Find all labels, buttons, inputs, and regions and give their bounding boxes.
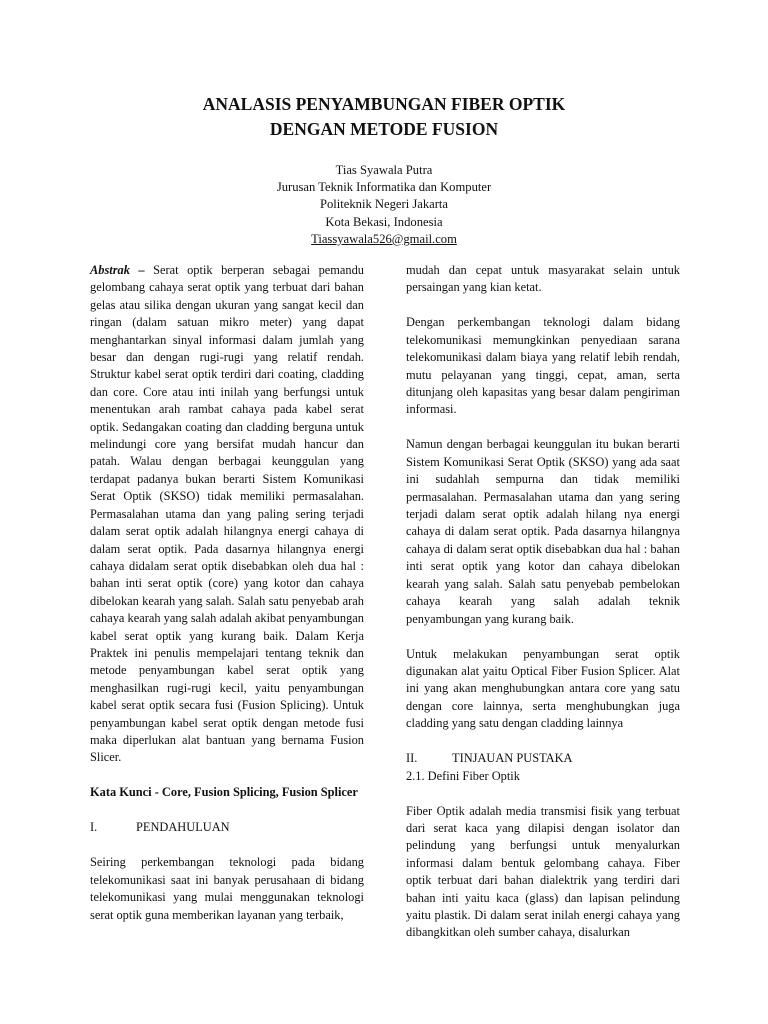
author-email-link[interactable]: Tiassyawala526@gmail.com	[311, 231, 457, 246]
left-column	[90, 262, 364, 924]
abstract-label: Abstrak –	[90, 263, 145, 277]
right-column	[406, 262, 680, 942]
keywords: Kata Kunci - Core, Fusion Splicing, Fusion Splicer	[90, 785, 358, 800]
intro-paragraph-3: Namun dengan berbagai keunggulan itu bukan berarti Sistem Komunikasi Serat Optik (SKSO) yang ada saat ini sudahlah sempurna dan tidak memiliki permasalahan. Permasalahan utama dan yang sering terjadi dalam serat optik adalah hilang nya energi cahaya di dalam serat optik. Pada dasarnya hilangnya cahaya di dalam serat optik disebabkan dua hal : bahan inti serat optik yang kotor dan cahaya dibelokan kearah yang salah. Salah satu penyebab pembelokan cahaya kearah yang salah adalah teknik penyambungan yang kurang baik.	[406, 437, 680, 626]
section-1-title: PENDAHULUAN	[136, 820, 230, 835]
section-1-number: I.	[90, 820, 98, 835]
section-2-number: II.	[406, 751, 418, 766]
section-1-heading	[90, 819, 364, 836]
intro-paragraph-1-part-2: mudah dan cepat untuk masyarakat selain untuk persaingan yang kian ketat.	[406, 263, 680, 295]
abstract-text: Serat optik berperan sebagai pemandu gelombang cahaya serat optik yang terbuat dari bahan gelas atau silika dengan ukuran yang sangat kecil dan ringan (dalam satuan mikro meter) yang dapat menghantarkan sinyal informasi dalam jumlah yang besar dan dengan rugi-rugi yang relatif rendah. Struktur kabel serat optik terdiri dari coating, cladding dan core. Core atau inti inilah yang berfungsi untuk menentukan arah rambat cahaya pada kabel serat optik. Sedangakan coating dan cladding berguna untuk melindungi core yang bersifat mudah hancur dan patah. Walau dengan berbagai keunggulan yang terdapat padanya bukan berarti Sistem Komunikasi Serat Optik (SKSO) tidak memiliki permasalahan. Permasalahan utama dan yang paling sering terjadi dalam serat optik adalah hilangnya energi cahaya di dalam serat optik. Pada dasarnya hilangnya energi cahaya didalam serat optik disebabkan oleh dua hal : bahan inti serat optik (core) yang kotor dan cahaya dibelokan kearah yang salah. Salah satu penyebab arah cahaya kearah yang salah adalah akibat penyambungan kabel serat optik yang kurang baik. Dalam Kerja Praktek ini penulis mempelajari tentang teknik dan metode penyambungan kabel serat optik yang menghasilkan rugi-rugi kecil, yaitu penyambungan kabel serat optik secara fusi (Fusion Splicing). Untuk penyambungan kabel serat optik dengan metode fusi maka diperlukan alat bantuan yang bernama Fusion Slicer.	[90, 263, 365, 765]
intro-paragraph-2: Dengan perkembangan teknologi dalam bidang telekomunikasi memungkinkan penyediaan sarana telekomunikasi dalam biaya yang relatif lebih rendah, mutu pelayanan yang tinggi, cepat, aman, serta ditunjang oleh kapasitas yang besar dalam pengiriman informasi.	[406, 315, 680, 417]
intro-paragraph-4: Untuk melakukan penyambungan serat optik digunakan alat yaitu Optical Fiber Fusion Splicer. Alat ini yang akan menghubungkan antara core yang satu dengan core lainnya, serta menghubungkan juga cladding yang satu dengan cladding lainnya	[406, 646, 680, 731]
author-institution: Politeknik Negeri Jakarta	[320, 197, 448, 212]
abstract-paragraph	[90, 262, 364, 767]
author-city: Kota Bekasi, Indonesia	[325, 214, 443, 229]
fiber-optic-definition-paragraph: Fiber Optik adalah media transmisi fisik yang terbuat dari serat kaca yang dilapisi dengan isolator dan pelindung yang berfungsi untuk menyalurkan informasi dalam bentuk gelombang cahaya. Fiber optik terbuat dari bahan dialektrik yang terdiri dari bahan inti yaitu kaca (glass) dan lapisan pelindung yaitu plastik. Di dalam serat inilah energi cahaya yang dibangkitkan oleh sumber cahaya, disalurkan	[406, 803, 680, 940]
section-2-title: TINJAUAN PUSTAKA	[452, 751, 573, 766]
author-department: Jurusan Teknik Informatika dan Komputer	[276, 180, 492, 195]
author-block	[0, 162, 768, 248]
paper-title	[0, 92, 768, 142]
author-name: Tias Syawala Putra	[335, 163, 433, 177]
intro-paragraph-1-part-1: Seiring perkembangan teknologi pada bidang telekomunikasi saat ini banyak perusahaan di bidang telekomunikasi yang mulai menggunakan teknologi serat optik guna memberikan layanan yang terbaik,	[90, 855, 364, 922]
subsection-2-1-title: 2.1. Defini Fiber Optik	[406, 768, 520, 783]
section-2-heading	[406, 750, 680, 767]
title-line-1: ANALASIS PENYAMBUNGAN FIBER OPTIK	[202, 94, 566, 114]
title-line-2: DENGAN METODE FUSION	[269, 119, 499, 139]
